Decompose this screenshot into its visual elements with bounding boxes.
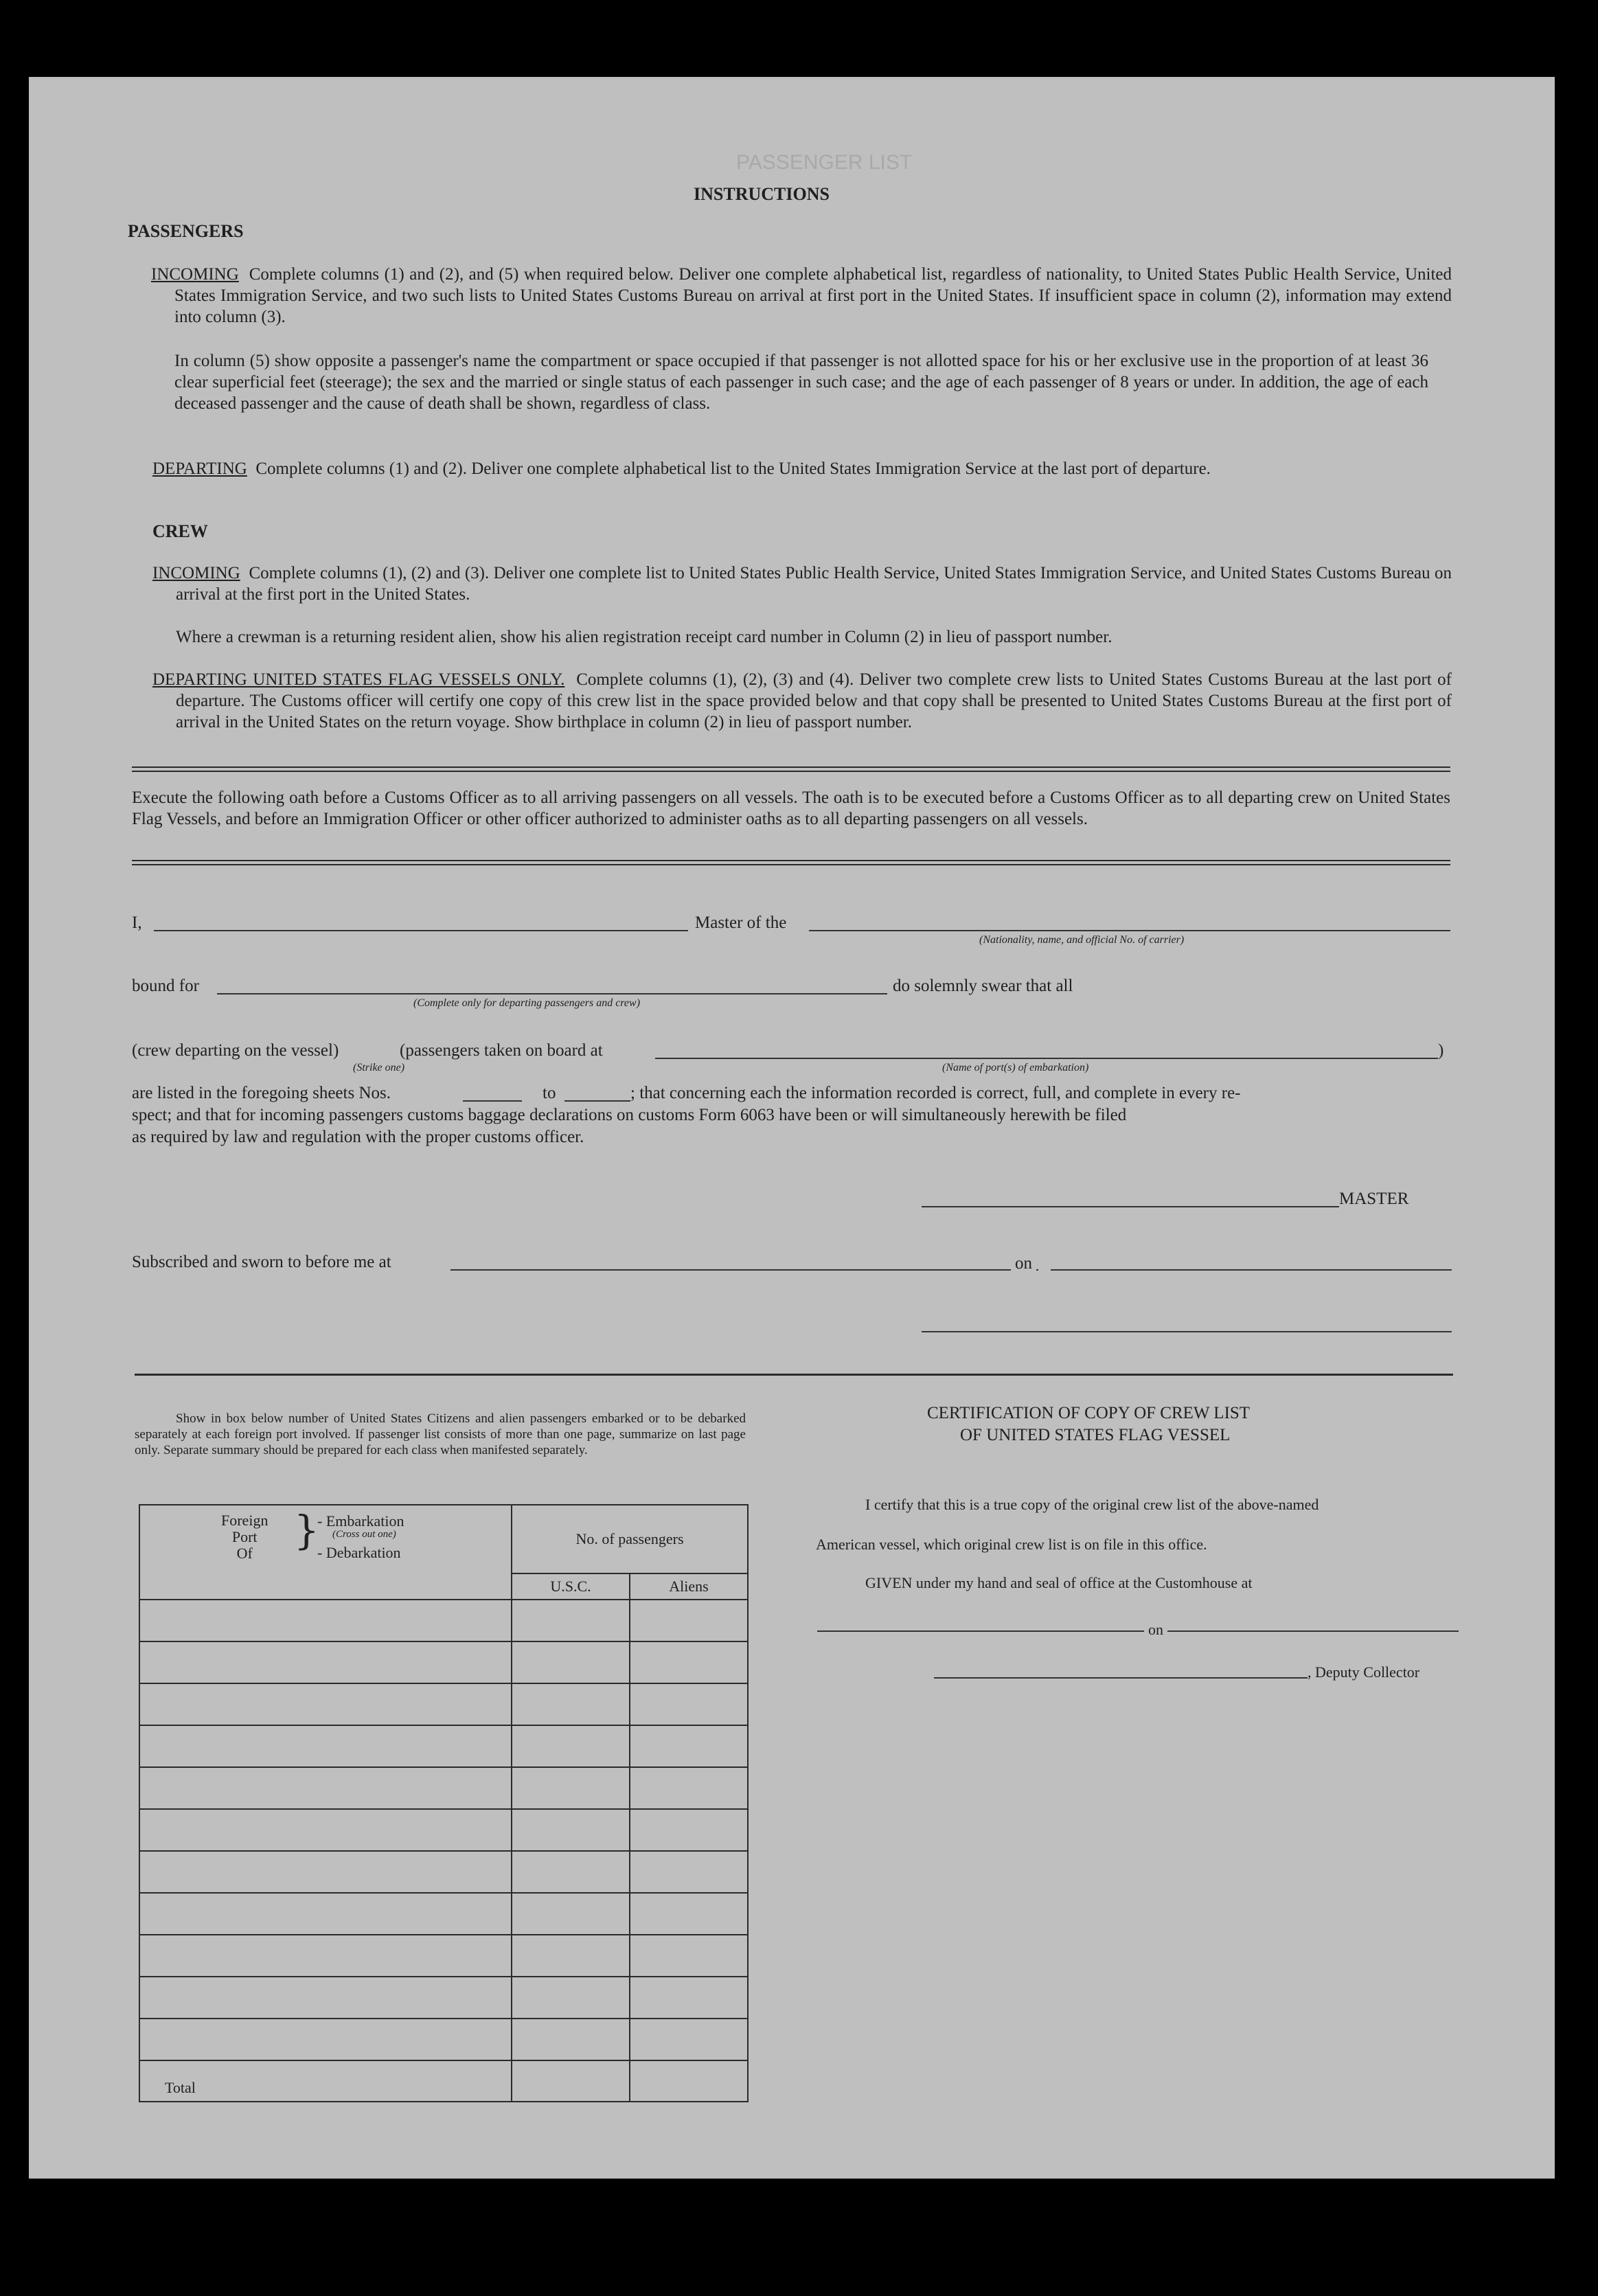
aliens-cell[interactable] <box>630 1935 748 1977</box>
foreign-port-of-label <box>221 1512 268 1562</box>
section-divider <box>132 766 1450 772</box>
given-text: GIVEN under my hand and seal of office at the Customhouse at <box>865 1574 1253 1591</box>
crew-resident-instruction: Where a crewman is a returning resident alien, show his alien registration receipt card number in Column (2) in lieu of passport number. <box>176 628 1112 646</box>
port-row <box>139 1851 748 1893</box>
passengers-incoming-text: Complete columns (1) and (2), and (5) when required below. Deliver one complete alphabetical list, regardless of nationality, to United States Public Health Service, United States Immigration Service, and two such lists to United States Customs Bureau on arrival at first port in the United States. If insufficient space in column (2), information may extend into column (3). <box>174 265 1452 326</box>
port-row <box>139 1809 748 1851</box>
crew-departing-option[interactable]: (crew departing on the vessel) <box>132 1041 339 1060</box>
usc-cell[interactable] <box>512 1725 630 1767</box>
bound-for-label: bound for <box>132 977 199 995</box>
aliens-cell[interactable] <box>630 1683 748 1725</box>
total-label: Total <box>139 2060 512 2102</box>
port-cell[interactable] <box>139 1935 512 1977</box>
bleed-through-title: PASSENGER LIST <box>736 151 913 174</box>
port-cell[interactable] <box>139 1600 512 1641</box>
certify-line1: I certify that this is a true copy of the original crew list of the above-named <box>865 1496 1319 1513</box>
listed-line3-text: as required by law and regulation with the proper customs officer. <box>132 1128 584 1146</box>
oath-i-label: I, <box>132 913 142 932</box>
certification-title-line1: CERTIFICATION OF COPY OF CREW LIST <box>927 1404 1251 1422</box>
cross-out-one-caption: (Cross out one) <box>332 1529 396 1540</box>
usc-cell[interactable] <box>512 1767 630 1809</box>
sheet-from-field[interactable] <box>463 1100 522 1102</box>
port-cell[interactable] <box>139 1641 512 1683</box>
aliens-cell[interactable] <box>630 1809 748 1851</box>
swear-label: do solemnly swear that all <box>893 977 1073 995</box>
usc-cell[interactable] <box>512 2019 630 2060</box>
port-row <box>139 1977 748 2019</box>
customhouse-field[interactable] <box>817 1630 1459 1632</box>
bound-for-caption: (Complete only for departing passengers and crew) <box>413 997 641 1009</box>
instructions-title: INSTRUCTIONS <box>694 184 830 204</box>
passengers-departing-label: DEPARTING <box>152 459 247 478</box>
oath-divider <box>132 860 1450 865</box>
form-sheet <box>29 77 1555 2179</box>
master-of-the-label: Master of the <box>695 913 787 932</box>
passengers-incoming-label: INCOMING <box>151 265 239 284</box>
crew-departing-label: DEPARTING UNITED STATES FLAG VESSELS ONLY. <box>152 670 565 689</box>
listed-start-text: are listed in the foregoing sheets Nos. <box>132 1084 391 1102</box>
port-row <box>139 2019 748 2060</box>
port-cell[interactable] <box>139 1767 512 1809</box>
subscribed-on-label: on <box>1011 1254 1036 1273</box>
aliens-cell[interactable] <box>630 1977 748 2019</box>
port-rows <box>139 1600 748 2060</box>
usc-header: U.S.C. <box>512 1573 630 1600</box>
usc-cell[interactable] <box>512 1851 630 1893</box>
passengers-departing-instruction <box>152 458 1452 479</box>
master-name-field[interactable] <box>154 930 688 931</box>
sheet-to-field[interactable] <box>564 1100 630 1102</box>
master-label: MASTER <box>1339 1190 1409 1208</box>
aliens-cell[interactable] <box>630 1641 748 1683</box>
embarkation-port-field[interactable] <box>655 1058 1438 1059</box>
strike-one-caption: (Strike one) <box>353 1062 405 1073</box>
no-of-passengers-header: No. of passengers <box>512 1505 748 1573</box>
subscribed-label: Subscribed and sworn to before me at <box>132 1253 391 1271</box>
aliens-cell[interactable] <box>630 1767 748 1809</box>
aliens-cell[interactable] <box>630 1600 748 1641</box>
crew-heading: CREW <box>152 521 208 541</box>
listed-rest-text: ; that concerning each the information recorded is correct, full, and complete in every re- <box>630 1084 1241 1102</box>
aliens-cell[interactable] <box>630 1851 748 1893</box>
certification-title-line2: OF UNITED STATES FLAG VESSEL <box>960 1426 1231 1444</box>
usc-cell[interactable] <box>512 1600 630 1641</box>
port-caption: (Name of port(s) of embarkation) <box>942 1062 1089 1073</box>
passengers-departing-text: Complete columns (1) and (2). Deliver one complete alphabetical list to the United States Immigration Service at the last port of departure. <box>255 459 1211 478</box>
summary-instructions: Show in box below number of United States Citizens and alien passengers embarked or to be debarked separately at each foreign port involved. If passenger list consists of more than one page, summarize on last page only. Separate summary should be prepared for each class when manifested separately. <box>135 1411 746 1457</box>
close-paren: ) <box>1438 1041 1444 1060</box>
crew-incoming-instruction <box>152 562 1452 605</box>
crew-departing-text: Complete columns (1), (2), (3) and (4). Deliver two complete crew lists to United States Customs Bureau at the last port of departure. The Customs officer will certify one copy of this crew list in the space provided below and that copy shall be presented to United States Customs Bureau at the first port of arrival in the United States on the return voyage. Show birthplace in column (2) in lieu of passport number. <box>176 670 1452 731</box>
port-cell[interactable] <box>139 2019 512 2060</box>
total-aliens-cell[interactable] <box>630 2060 748 2102</box>
aliens-header: Aliens <box>630 1573 748 1600</box>
usc-cell[interactable] <box>512 1641 630 1683</box>
port-row <box>139 1767 748 1809</box>
port-cell[interactable] <box>139 1809 512 1851</box>
port-label: Port <box>231 1528 258 1545</box>
deputy-collector-label: , Deputy Collector <box>1308 1663 1420 1681</box>
to-label: to <box>543 1084 556 1102</box>
usc-cell[interactable] <box>512 1809 630 1851</box>
usc-cell[interactable] <box>512 1977 630 2019</box>
total-usc-cell[interactable] <box>512 2060 630 2102</box>
brace-icon: } <box>294 1507 319 1554</box>
deputy-collector-signature-field[interactable] <box>934 1677 1308 1679</box>
crew-incoming-label: INCOMING <box>152 564 240 582</box>
usc-cell[interactable] <box>512 1683 630 1725</box>
foreign-label: Foreign <box>221 1512 269 1529</box>
port-summary-table <box>139 1504 749 2102</box>
debarkation-option[interactable]: - Debarkation <box>317 1544 401 1561</box>
passengers-incoming-instruction <box>151 264 1452 328</box>
officer-signature-field[interactable] <box>922 1331 1452 1332</box>
crew-incoming-text: Complete columns (1), (2) and (3). Deliver one complete list to United States Public Health Service, United States Immigration Service, and United States Customs Bureau on arrival at the first port in the United States. <box>176 564 1452 604</box>
port-row <box>139 1725 748 1767</box>
passengers-heading: PASSENGERS <box>128 221 244 241</box>
bound-for-field[interactable] <box>217 993 887 994</box>
port-row <box>139 1641 748 1683</box>
port-header-cell <box>139 1505 512 1600</box>
port-row <box>139 1935 748 1977</box>
of-label: Of <box>236 1545 253 1562</box>
embarkation-option[interactable]: - Embarkation <box>317 1512 404 1530</box>
passengers-taken-option[interactable]: (passengers taken on board at <box>400 1041 603 1060</box>
aliens-cell[interactable] <box>630 1893 748 1935</box>
port-cell[interactable] <box>139 1977 512 2019</box>
usc-cell[interactable] <box>512 1893 630 1935</box>
master-signature-field[interactable] <box>922 1206 1339 1207</box>
port-cell[interactable] <box>139 1851 512 1893</box>
oath-bottom-divider <box>135 1374 1453 1376</box>
passengers-column5-instruction: In column (5) show opposite a passenger's name the compartment or space occupied if that passenger is not allotted space for his or her exclusive use in the proportion of at least 36 clear superficial feet (steerage); the sex and the married or single status of each passenger in such case; and the age of each passenger of 8 years or under. In addition, the age of each deceased passenger and the cause of death shall be shown, regardless of class. <box>174 352 1428 413</box>
port-cell[interactable] <box>139 1683 512 1725</box>
carrier-field[interactable] <box>809 930 1450 931</box>
certify-line2: American vessel, which original crew list is on file in this office. <box>816 1536 1207 1553</box>
subscribed-date-field[interactable] <box>1051 1269 1452 1271</box>
port-row <box>139 1600 748 1641</box>
aliens-cell[interactable] <box>630 1725 748 1767</box>
aliens-cell[interactable] <box>630 2019 748 2060</box>
usc-cell[interactable] <box>512 1935 630 1977</box>
certification-on-label: on <box>1144 1621 1167 1639</box>
listed-line2-text: spect; and that for incoming passengers customs baggage declarations on customs Form 6063 have been or will simultaneously herewith be filed <box>132 1106 1127 1124</box>
port-row <box>139 1683 748 1725</box>
subscribed-place-field[interactable] <box>450 1269 1038 1271</box>
crew-departing-instruction <box>152 669 1452 733</box>
carrier-caption: (Nationality, name, and official No. of carrier) <box>979 934 1185 946</box>
port-cell[interactable] <box>139 1725 512 1767</box>
oath-intro: Execute the following oath before a Customs Officer as to all arriving passengers on all vessels. The oath is to be executed before a Customs Officer as to all departing crew on United States Flag Vessels, and before an Immigration Officer or other officer authorized to administer oaths as to all departing passengers on all vessels. <box>132 788 1450 828</box>
port-cell[interactable] <box>139 1893 512 1935</box>
port-row <box>139 1893 748 1935</box>
